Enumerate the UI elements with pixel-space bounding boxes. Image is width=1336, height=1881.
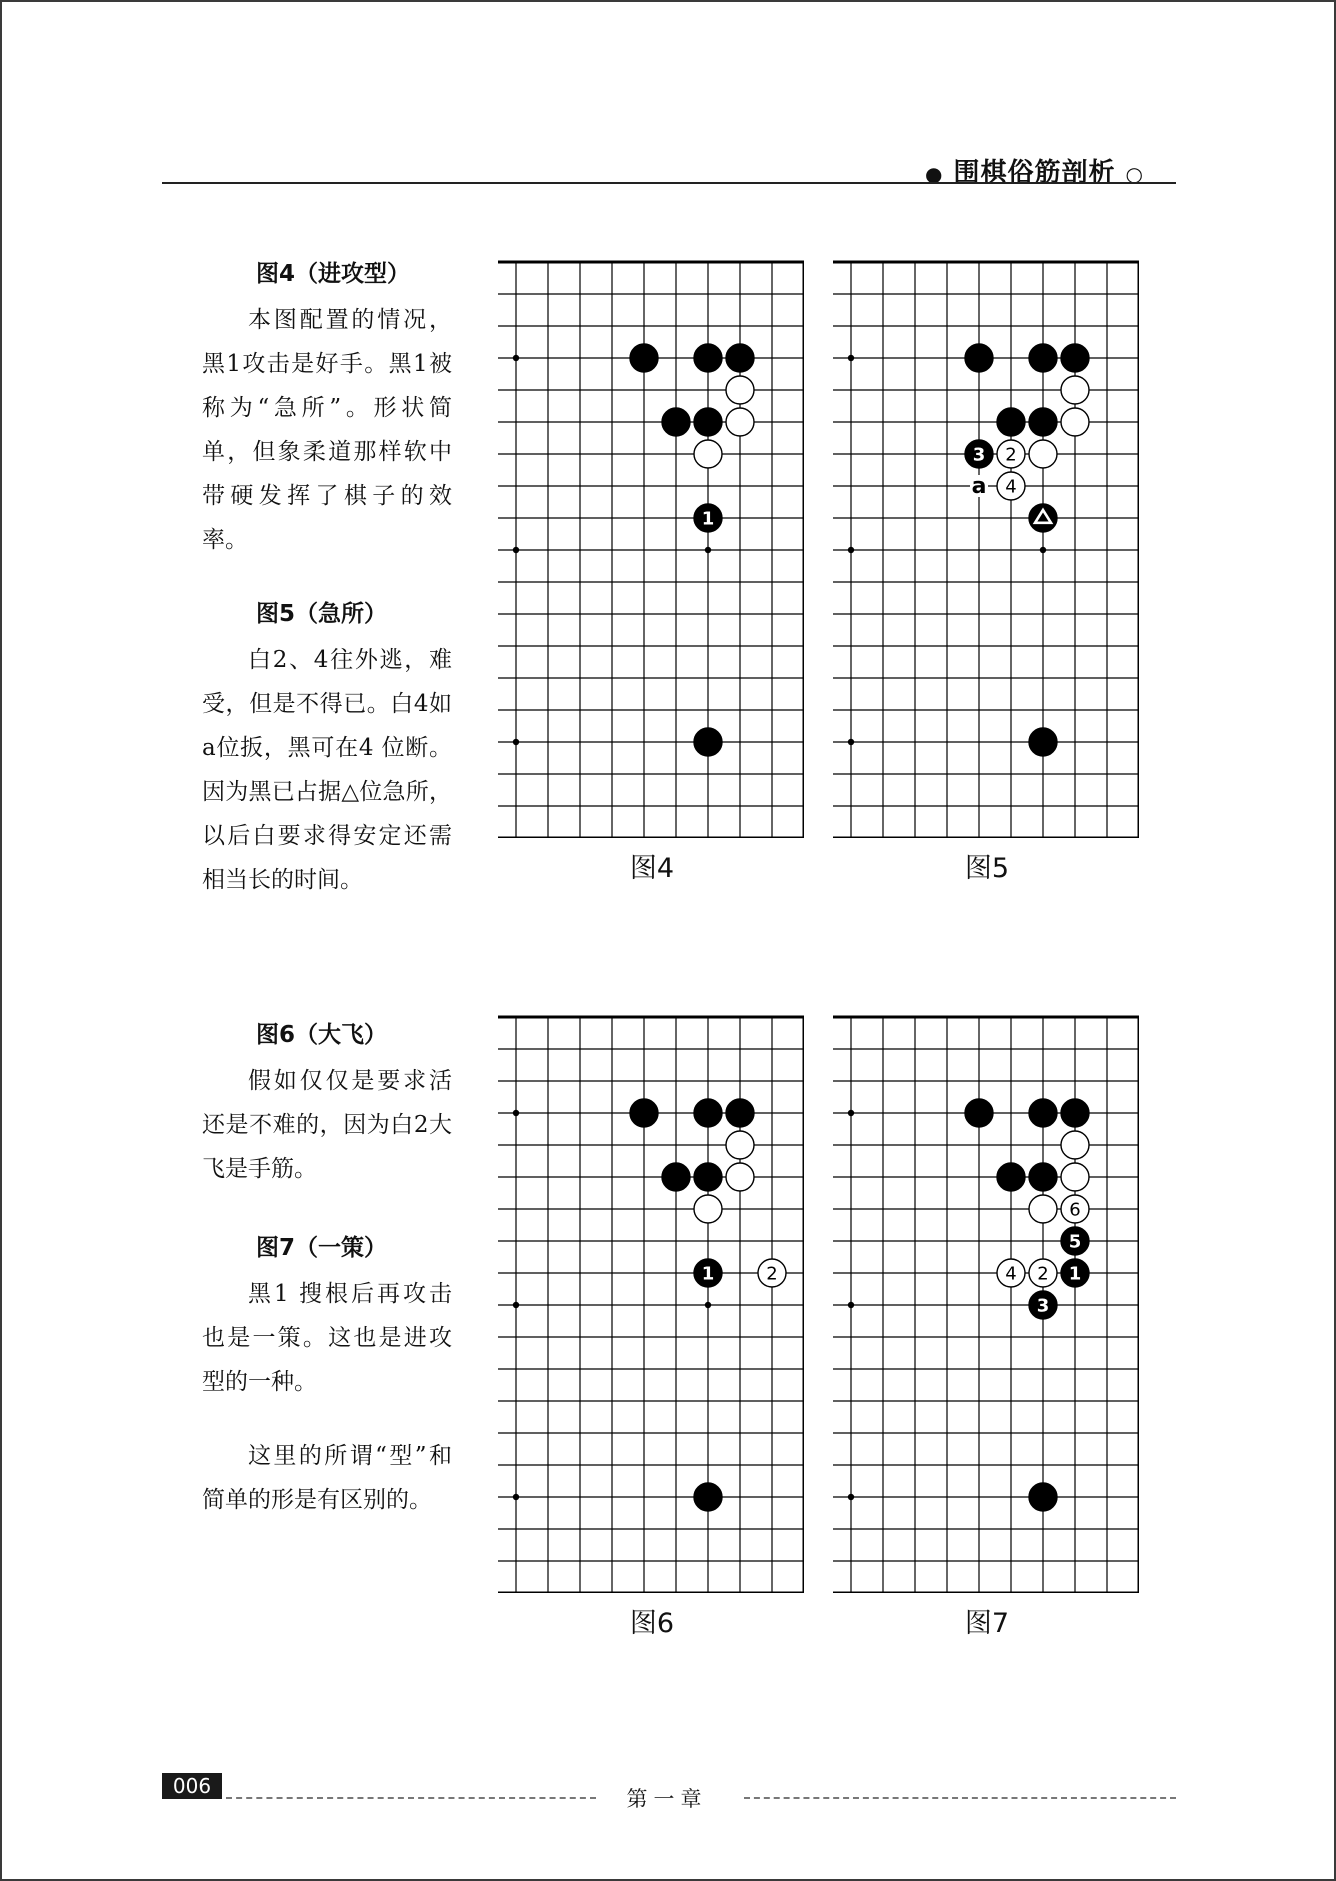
black-stone-disc — [1029, 1163, 1057, 1191]
black-stone-disc — [1029, 1099, 1057, 1127]
black-stone-disc — [1061, 1099, 1089, 1127]
black-stone — [694, 1099, 722, 1127]
black-stone — [1061, 1099, 1089, 1127]
black-stone-disc — [694, 728, 722, 756]
star-point — [848, 1494, 854, 1500]
black-stone — [965, 1099, 993, 1127]
section-heading: 图4（进攻型） — [256, 261, 411, 287]
white-stone — [694, 440, 722, 468]
black-stone-disc — [694, 344, 722, 372]
white-stone-disc — [726, 1163, 754, 1191]
figure-caption: 图5 — [964, 853, 1010, 884]
black-stone — [1029, 344, 1057, 372]
black-stone — [694, 504, 722, 532]
black-dot-icon: ● — [924, 162, 944, 186]
black-stone-disc — [662, 408, 690, 436]
star-point — [848, 547, 854, 553]
point-label: a — [971, 474, 987, 499]
black-stone — [1029, 1291, 1057, 1319]
star-point — [705, 547, 711, 553]
black-stone-disc — [997, 1163, 1025, 1191]
black-stone — [1061, 1227, 1089, 1255]
section-body — [202, 298, 452, 562]
white-stone-disc — [694, 440, 722, 468]
black-stone-disc — [630, 344, 658, 372]
figure-caption: 图7 — [964, 1608, 1010, 1639]
black-stone — [662, 408, 690, 436]
page-number: 006 — [162, 1773, 222, 1799]
black-stone-disc — [726, 1099, 754, 1127]
black-stone-disc — [1061, 344, 1089, 372]
white-stone-disc — [1061, 408, 1089, 436]
black-stone-disc — [997, 408, 1025, 436]
white-stone — [1061, 1131, 1089, 1159]
black-stone — [726, 344, 754, 372]
go-board-fig6 — [498, 1015, 804, 1593]
section-fig5 — [202, 592, 452, 902]
black-stone — [694, 344, 722, 372]
star-point — [848, 355, 854, 361]
white-stone-disc — [726, 408, 754, 436]
white-stone — [1029, 1195, 1057, 1223]
black-stone-disc — [694, 1483, 722, 1511]
move-number: 4 — [1005, 476, 1017, 498]
white-stone — [997, 440, 1025, 468]
star-point — [513, 355, 519, 361]
white-stone-disc — [1061, 1163, 1089, 1191]
star-point — [1040, 547, 1046, 553]
black-stone — [694, 1259, 722, 1287]
star-point — [513, 1494, 519, 1500]
white-stone — [997, 1259, 1025, 1287]
move-number: 4 — [1005, 1263, 1017, 1285]
white-stone-disc — [726, 376, 754, 404]
white-stone — [1029, 1259, 1057, 1287]
black-stone-disc — [1029, 408, 1057, 436]
white-stone — [1061, 1195, 1089, 1223]
move-number: 1 — [701, 1263, 715, 1285]
black-stone — [1029, 408, 1057, 436]
chapter-label: 第一章 — [626, 1787, 708, 1811]
black-stone — [1029, 728, 1057, 756]
section-heading: 图6（大飞） — [256, 1022, 388, 1048]
star-point — [848, 739, 854, 745]
move-number: 1 — [701, 508, 715, 530]
black-stone — [965, 344, 993, 372]
footer-rule-left — [226, 1797, 596, 1799]
white-stone-disc — [1029, 1195, 1057, 1223]
go-board-fig5 — [833, 260, 1139, 838]
white-stone — [726, 408, 754, 436]
section-paragraph: 假如仅仅是要求活还是不难的，因为白2大飞是手筋。 — [202, 1068, 452, 1182]
black-stone — [694, 1163, 722, 1191]
section-paragraph: 这里的所谓“型”和简单的形是有区别的。 — [202, 1443, 452, 1513]
move-number: 2 — [766, 1263, 778, 1285]
section-paragraph: 黑1 搜根后再攻击也是一策。这也是进攻型的一种。 — [202, 1281, 452, 1395]
book-title: 围棋俗筋剖析 — [953, 158, 1116, 188]
white-stone — [758, 1259, 786, 1287]
black-stone-disc — [1029, 728, 1057, 756]
move-number: 3 — [1036, 1295, 1050, 1317]
section-heading: 图7（一策） — [256, 1235, 388, 1261]
star-point — [848, 1110, 854, 1116]
black-stone — [1029, 1483, 1057, 1511]
white-stone-disc — [1061, 376, 1089, 404]
move-number: 2 — [1005, 444, 1017, 466]
white-stone-disc — [1029, 440, 1057, 468]
black-stone-disc — [965, 344, 993, 372]
move-number: 6 — [1069, 1199, 1081, 1221]
star-point — [513, 1110, 519, 1116]
black-stone — [662, 1163, 690, 1191]
section-body — [202, 1059, 452, 1191]
black-stone — [1061, 1259, 1089, 1287]
move-number: 5 — [1068, 1231, 1082, 1253]
black-stone — [1061, 344, 1089, 372]
white-stone-disc — [1061, 1131, 1089, 1159]
footer-rule-right — [744, 1797, 1176, 1799]
black-stone-disc — [630, 1099, 658, 1127]
header-rule — [162, 182, 1176, 184]
black-stone — [694, 728, 722, 756]
section-fig6 — [202, 1013, 452, 1191]
go-board-fig7 — [833, 1015, 1139, 1593]
go-board-fig4 — [498, 260, 804, 838]
black-stone — [997, 408, 1025, 436]
white-stone — [726, 376, 754, 404]
move-number: 2 — [1037, 1263, 1049, 1285]
white-stone — [726, 1163, 754, 1191]
white-stone — [1061, 408, 1089, 436]
black-stone-disc — [965, 1099, 993, 1127]
black-stone — [630, 344, 658, 372]
black-stone-disc — [1029, 1483, 1057, 1511]
black-stone — [1029, 504, 1057, 532]
white-stone — [1061, 376, 1089, 404]
white-stone-disc — [694, 1195, 722, 1223]
black-stone — [694, 408, 722, 436]
star-point — [513, 739, 519, 745]
white-stone-disc — [726, 1131, 754, 1159]
white-stone — [726, 1131, 754, 1159]
black-stone-disc — [662, 1163, 690, 1191]
white-stone — [997, 472, 1025, 500]
black-stone — [1029, 1163, 1057, 1191]
white-stone — [694, 1195, 722, 1223]
white-stone — [1061, 1163, 1089, 1191]
section-body — [202, 1272, 452, 1522]
black-stone-disc — [694, 1099, 722, 1127]
black-stone-disc — [694, 1163, 722, 1191]
black-stone-disc — [694, 408, 722, 436]
section-paragraph: 白2、4往外逃，难受，但是不得已。白4如a位扳，黑可在4 位断。因为黑已占据△位急所，以后白要求得安定还需相当长的时间。 — [202, 647, 452, 893]
white-dot-icon: ○ — [1125, 162, 1144, 186]
star-point — [513, 547, 519, 553]
black-stone — [1029, 1099, 1057, 1127]
section-fig4 — [202, 252, 452, 562]
section-body — [202, 638, 452, 902]
black-stone-disc — [1029, 344, 1057, 372]
black-stone — [997, 1163, 1025, 1191]
move-number: 3 — [972, 444, 986, 466]
white-stone — [1029, 440, 1057, 468]
star-point — [848, 1302, 854, 1308]
figure-caption: 图6 — [629, 1608, 675, 1639]
section-fig7 — [202, 1226, 452, 1522]
black-stone — [726, 1099, 754, 1127]
section-heading: 图5（急所） — [256, 601, 388, 627]
star-point — [513, 1302, 519, 1308]
move-number: 1 — [1068, 1263, 1082, 1285]
black-stone — [630, 1099, 658, 1127]
star-point — [705, 1302, 711, 1308]
black-stone — [965, 440, 993, 468]
section-paragraph: 本图配置的情况，黑1攻击是好手。黑1被称为“急所”。形状简单，但象柔道那样软中带硬发挥了棋子的效率。 — [202, 307, 452, 553]
black-stone — [694, 1483, 722, 1511]
figure-caption: 图4 — [629, 853, 675, 884]
black-stone-disc — [726, 344, 754, 372]
